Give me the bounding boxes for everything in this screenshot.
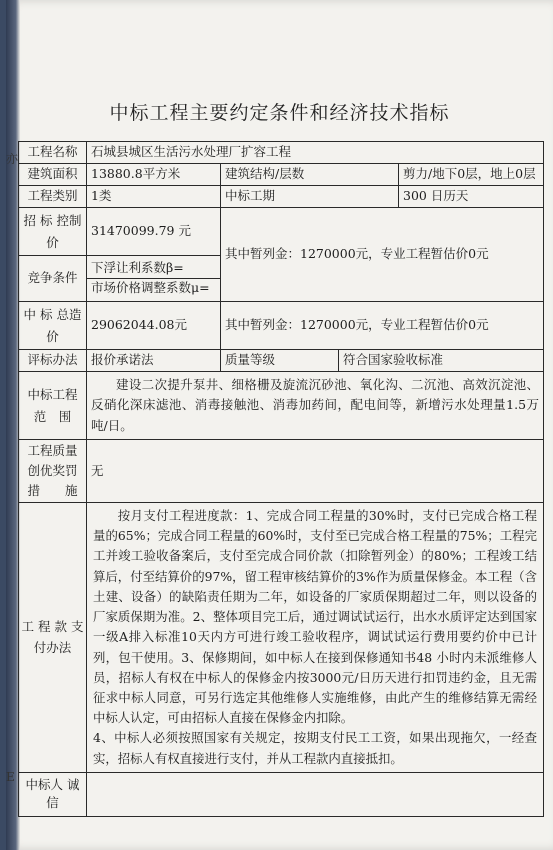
provisional-sum-1: 其中暂列金：1270000元，专业工程暂估价0元 [221,208,544,302]
bid-total-label: 中 标 总造价 [19,302,87,350]
evaluation-value: 报价承诺法 [87,350,221,372]
quality-value: 符合国家验收标准 [339,350,544,372]
category-label: 工程类别 [19,186,87,208]
integrity-value [87,772,544,816]
page-title: 中标工程主要约定条件和经济技术指标 [109,102,450,124]
integrity-label: 中标人 诚 信 [19,772,87,816]
row-evaluation [19,350,544,372]
control-price-label: 招 标 控制价 [19,208,87,256]
contract-table [18,141,544,817]
competition-mu: 市场价格调整系数μ= [87,278,220,298]
scope-value: 建设二次提升泵井、细格栅及旋流沉砂池、氧化沟、二沉池、高效沉淀池、反硝化深床滤池、消毒接触池、消毒加药间，配电间等，新增污水处理量1.5万吨/日。 [87,372,544,440]
duration-value: 300 日历天 [399,186,544,208]
row-reward [19,440,544,503]
row-scope [19,372,544,440]
quality-label: 质量等级 [221,350,339,372]
payment-terms-1: 按月支付工程进度款：1、完成合同工程量的30%时，支付已完成合格工程量的65%；完成合同工程量的60%时，支付至已完成合格工程量的75%；工程完工并竣工验收备案后，支付至完成合同价款（扣除暂列金）的80%；工程竣工结算后，付至结算价的97%，留工程审核结算价的3%作为质量保修金。本工程（含土建、设备）的缺陷责任期为二年，如设备的厂家质保期超过二年，则以设备的厂家质保期为准。2、整体项目完工后，通过调试试运行，出水水质评定达到国家一级A排入标准10天内方可进行竣工验收程序，调试试运行费用要约价中已计列，包干使用。3、保修期间，如中标人在接到保修通知书48 小时内未派维修人员，招标人有权在中标人的保修金内按3000元/日历天进行扣罚违约金，且无需征求中标人同意，可另行选定其他维修人实施维修，由此产生的维修结算无需经中标人认定，可由招标人直接在保修金内扣除。 [93,508,538,726]
provisional-sum-2: 其中暂列金：1270000元，专业工程暂估价0元 [221,302,544,350]
competition-label: 竞争条件 [19,256,87,302]
reward-value: 无 [87,440,544,503]
margin-mark-bottom: E [6,770,15,784]
project-name-label: 工程名称 [19,142,87,164]
project-name-value: 石城县城区生活污水处理厂扩容工程 [87,142,544,164]
scope-label: 中标工程 范 围 [19,372,87,440]
evaluation-label: 评标办法 [19,350,87,372]
structure-label: 建筑结构/层数 [221,164,399,186]
competition-beta: 下浮让利系数β= [91,260,184,276]
payment-terms-2: 4、中标人必须按照国家有关规定，按期支付民工工资，如果出现拖欠，一经查实，招标人有权直接进行支付，并从工程款内直接抵扣。 [93,730,538,766]
reward-label: 工程质量 创优奖罚 措 施 [19,440,87,503]
floor-area-label: 建筑面积 [19,164,87,186]
row-project-name [19,142,544,164]
document-page [6,0,553,850]
duration-label: 中标工期 [221,186,399,208]
category-value: 1类 [87,186,221,208]
competition-values [87,256,221,302]
row-control-price [19,208,544,256]
row-floor-area [19,164,544,186]
structure-value: 剪力/地下0层，地上0层 [399,164,544,186]
payment-label: 工 程 款 支付办法 [19,503,87,773]
bid-total-value: 29062044.08元 [87,302,221,350]
floor-area-value: 13880.8平方米 [87,164,221,186]
row-integrity [19,772,544,816]
payment-value [87,503,544,773]
row-bid-total [19,302,544,350]
margin-mark-top: 亦 [6,152,19,166]
row-category [19,186,544,208]
control-price-value: 31470099.79 元 [87,208,221,256]
row-payment [19,503,544,773]
